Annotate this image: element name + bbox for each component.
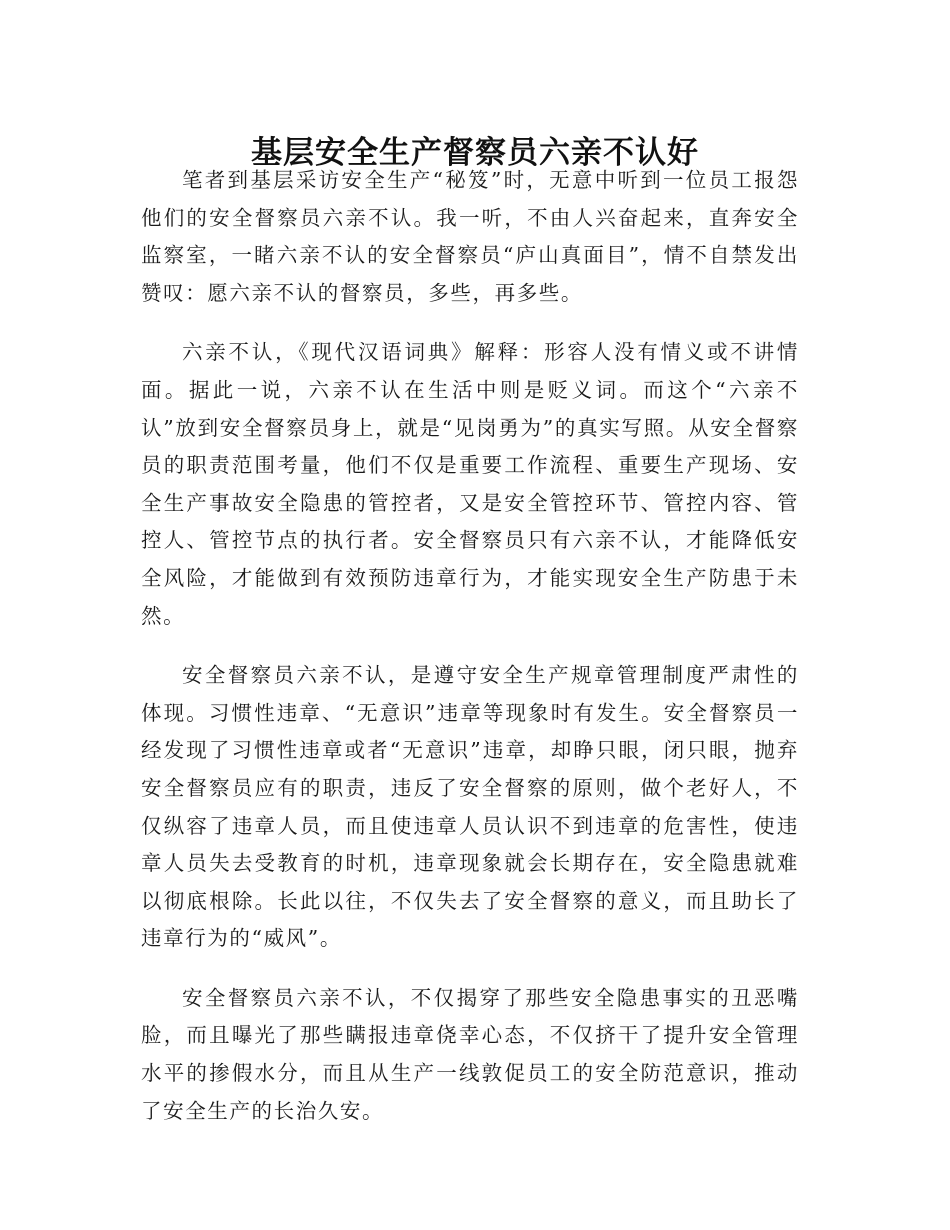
paragraph-1: 笔者到基层采访安全生产“秘笈”时，无意中听到一位员工报怨他们的安全督察员六亲不认。我一听，不由人兴奋起来，直奔安全监察室，一睹六亲不认的安全督察员“庐山真面目”，情不自禁发出赞叹：愿六亲不认的督察员，多些，再多些。 <box>141 168 799 305</box>
paragraph-2: 六亲不认，《现代汉语词典》解释：形容人没有情义或不讲情面。据此一说，六亲不认在生活中则是贬义词。而这个“六亲不认”放到安全督察员身上，就是“见岗勇为”的真实写照。从安全督察员的职责范围考量，他们不仅是重要工作流程、重要生产现场、安全生产事故安全隐患的管控者，又是安全管控环节、管控内容、管控人、管控节点的执行者。安全督察员只有六亲不认，才能降低安全风险，才能做到有效预防违章行为，才能实现安全生产防患于未然。 <box>141 340 799 628</box>
document-title: 基层安全生产督察员六亲不认好 <box>251 134 699 171</box>
document-body <box>141 162 799 1152</box>
paragraph-4: 安全督察员六亲不认，不仅揭穿了那些安全隐患事实的丑恶嘴脸，而且曝光了那些瞒报违章侥幸心态，不仅挤干了提升安全管理水平的掺假水分，而且从生产一线敦促员工的安全防范意识，推动了安全生产的长治久安。 <box>141 985 799 1123</box>
paragraph-3: 安全督察员六亲不认，是遵守安全生产规章管理制度严肃性的体现。习惯性违章、“无意识”违章等现象时有发生。安全督察员一经发现了习惯性违章或者“无意识”违章，却睁只眼，闭只眼，抛弃安全督察员应有的职责，违反了安全督察的原则，做个老好人，不仅纵容了违章人员，而且使违章人员认识不到违章的危害性，使违章人员失去受教育的时机，违章现象就会长期存在，安全隐患就难以彻底根除。长此以往，不仅失去了安全督察的意义，而且助长了违章行为的“威风”。 <box>141 663 799 951</box>
